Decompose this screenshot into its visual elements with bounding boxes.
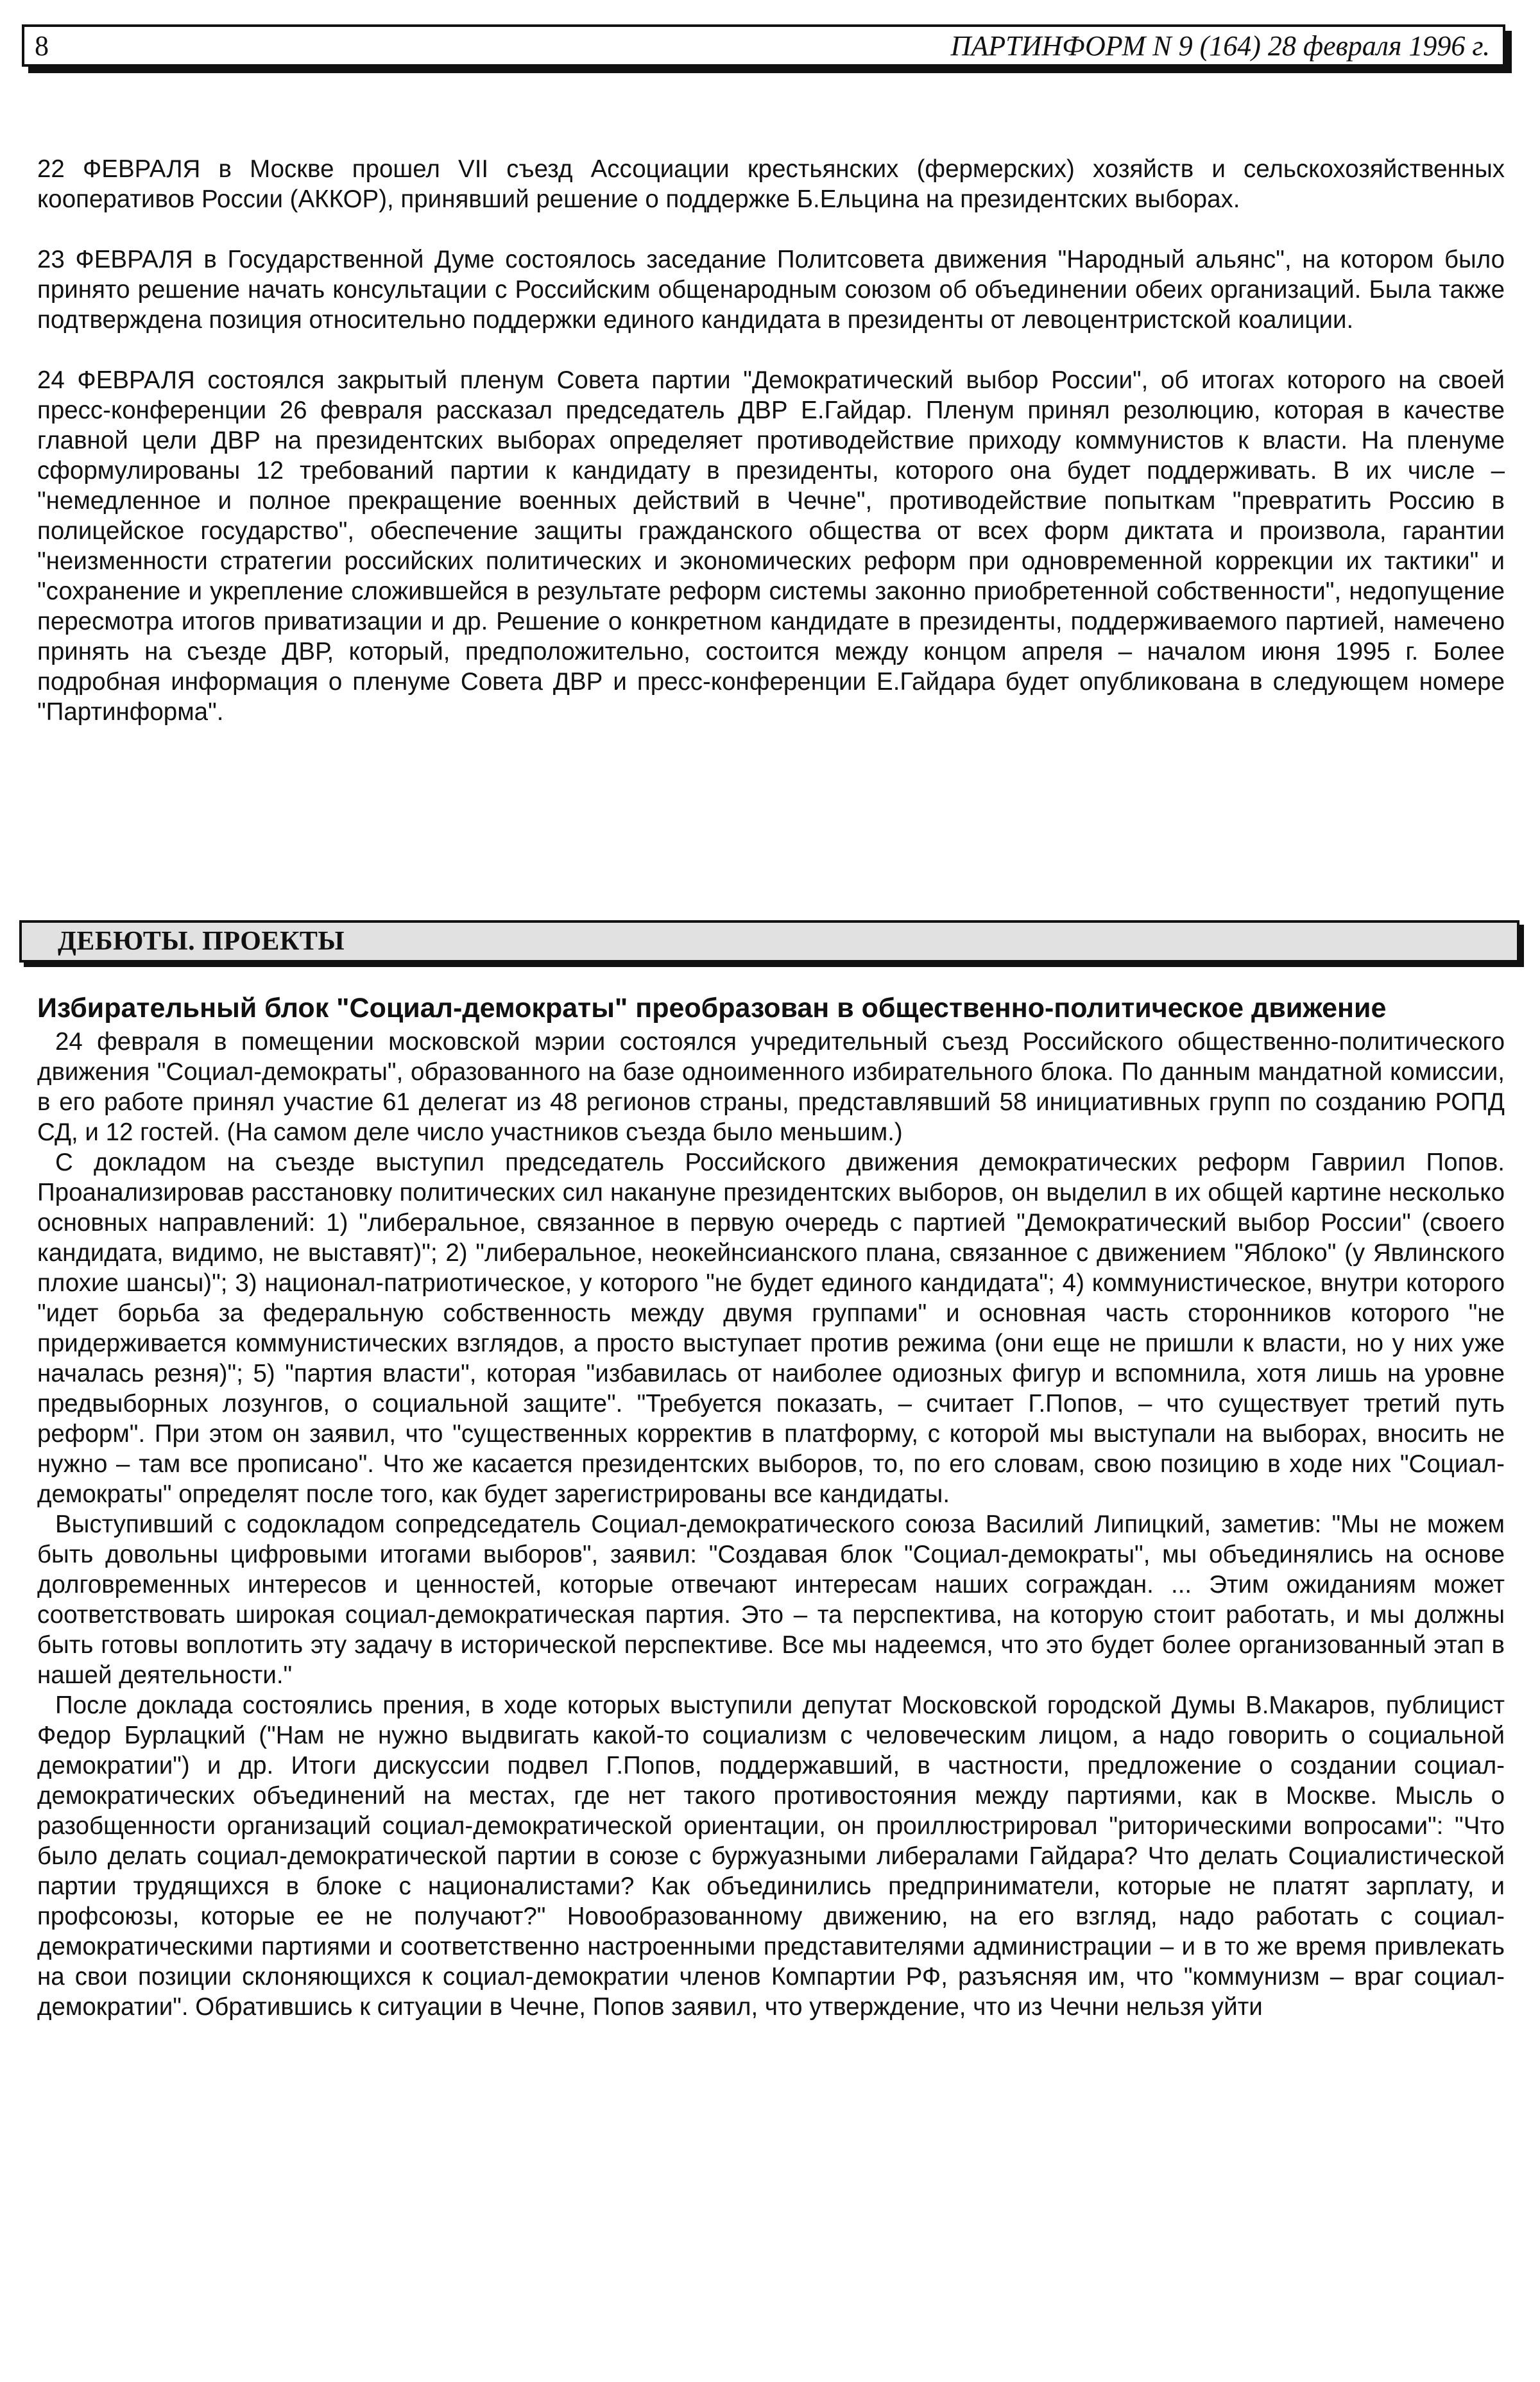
page-number: 8: [35, 30, 49, 62]
section-heading-bar: [19, 920, 1519, 963]
article-paragraph: Выступивший с содокладом сопредседатель Социал-демократического союза Василий Липицкий, заметив: "Мы не можем быть довольны цифровыми итогами выборов", заявил: "Создавая блок "Социал-демократы", мы объединялись на основе долговременных интересов и ценностей, которые отвечают интересам наших сограждан. ... Этим ожиданиям может соответствовать широкая социал-демократическая партия. Это – та перспектива, на которую стоит работать, и мы должны быть готовы воплотить эту задачу в исторической перспективе. Все мы надеемся, что это будет более организованный этап в нашей деятельности.": [37, 1511, 1505, 1689]
article-paragraph: После доклада состоялись прения, в ходе которых выступили депутат Московской городской Думы В.Макаров, публицист Федор Бурлацкий ("Нам не нужно выдвигать какой-то социализм с человеческим лицом, а надо говорить о социальной демократии") и др. Итоги дискуссии подвел Г.Попов, поддержавший, в частности, предложение о создании социал-демократических объединений на местах, где нет такого противостояния между партиями, как в Москве. Мысль о разобщенности организаций социал-демократической ориентации, он проиллюстрировал "риторическими вопросами": "Что было делать социал-демократической партии в союзе с буржуазными либералами Гайдара? Что делать Социалистической партии трудящихся в блоке с националистами? Как объединились предприниматели, которые не платят зарплату, и профсоюзы, которые ее не получают?" Новообразованному движению, на его взгляд, надо работать с социал-демократическими партиями и соответственно настроенными представителями администрации – и в то же время привлекать на свои позиции склоняющихся к социал-демократии членов Компартии РФ, разъясняя им, что "коммунизм – враг социал-демократии". Обратившись к ситуации в Чечне, Попов заявил, что утверждение, что из Чечни нельзя уйти: [37, 1692, 1505, 2021]
news-item: 22 ФЕВРАЛЯ в Москве прошел VII съезд Ассоциации крестьянских (фермерских) хозяйств и сельскохозяйственных кооперативов России (АККОР), принявший решение о поддержке Б.Ельцина на президентских выборах.: [37, 155, 1505, 213]
article-paragraph: 24 февраля в помещении московской мэрии состоялся учредительный съезд Российского общественно-политического движения "Социал-демократы", образованного на базе одноименного избирательного блока. По данным мандатной комиссии, в его работе принял участие 61 делегат из 48 регионов страны, представлявший 58 инициативных групп по созданию РОПД СД, и 12 гостей. (На самом деле число участников съезда было меньшим.): [37, 1028, 1505, 1146]
page-header: [22, 24, 1505, 67]
article-paragraph: С докладом на съезде выступил председатель Российского движения демократических реформ Гавриил Попов. Проанализировав расстановку политических сил накануне президентских выборов, он выделил в их общей картине несколько основных направлений: 1) "либеральное, связанное в первую очередь с партией "Демократический выбор России" (своего кандидата, видимо, не выставят)"; 2) "либеральное, неокейнсианского плана, связанное с движением "Яблоко" (у Явлинского плохие шансы)"; 3) национал-патриотическое, у которого "не будет единого кандидата"; 4) коммунистическое, внутри которого "идет борьба за федеральную собственность между двумя группами" и основная часть сторонников которого "не придерживается коммунистических взглядов, а просто выступает против режима (они еще не пришли к власти, но у них уже началась резня)"; 5) "партия власти", которая "избавилась от наиболее одиозных фигур и вспомнила, хотя лишь на уровне предвыборных лозунгов, о социальной защите". "Требуется показать, – считает Г.Попов, – что существует третий путь реформ". При этом он заявил, что "существенных корректив в платформу, с которой мы выступали на выборах, вносить не нужно – там все прописано". Что же касается президентских выборов, то, по его словам, свою позицию в ходе них "Социал-демократы" определят после того, как будет зарегистрированы все кандидаты.: [37, 1149, 1505, 1508]
section-title: ДЕБЮТЫ. ПРОЕКТЫ: [58, 927, 345, 956]
news-item: 24 ФЕВРАЛЯ состоялся закрытый пленум Совета партии "Демократический выбор России", об итогах которого на своей пресс-конференции 26 февраля рассказал председатель ДВР Е.Гайдар. Пленум принял резолюцию, которая в качестве главной цели ДВР на президентских выборах определяет противодействие приходу коммунистов к власти. На пленуме сформулированы 12 требований партии к кандидату в президенты, которого она будет поддерживать. В их числе – "немедленное и полное прекращение военных действий в Чечне", противодействие попыткам "превратить Россию в полицейское государство", обеспечение защиты гражданского общества от всех форм диктата и произвола, гарантии "неизменности стратегии российских политических и экономических реформ при одновременной коррекции их тактики" и "сохранение и укрепление сложившейся в результате реформ системы законно приобретенной собственности", недопущение пересмотра итогов приватизации и др. Решение о конкретном кандидате в президенты, поддерживаемого партией, намечено принять на съезде ДВР, который, предположительно, состоится между концом апреля – началом июня 1995 г. Более подробная информация о пленуме Совета ДВР и пресс-конференции Е.Гайдара будет опубликована в следующем номере "Партинформа".: [37, 366, 1505, 726]
issue-info: ПАРТИНФОРМ N 9 (164) 28 февраля 1996 г.: [950, 30, 1490, 62]
article: [37, 992, 1505, 2022]
news-chronicle: [37, 154, 1505, 727]
article-title: Избирательный блок "Социал-демократы" преобразован в общественно-политическое движение: [37, 993, 1387, 1024]
news-item: 23 ФЕВРАЛЯ в Государственной Думе состоялось заседание Политсовета движения "Народный альянс", на котором было принято решение начать консультации с Российским общенародным союзом об объединении обеих организаций. Была также подтверждена позиция относительно поддержки единого кандидата в президенты от левоцентристской коалиции.: [37, 246, 1505, 334]
